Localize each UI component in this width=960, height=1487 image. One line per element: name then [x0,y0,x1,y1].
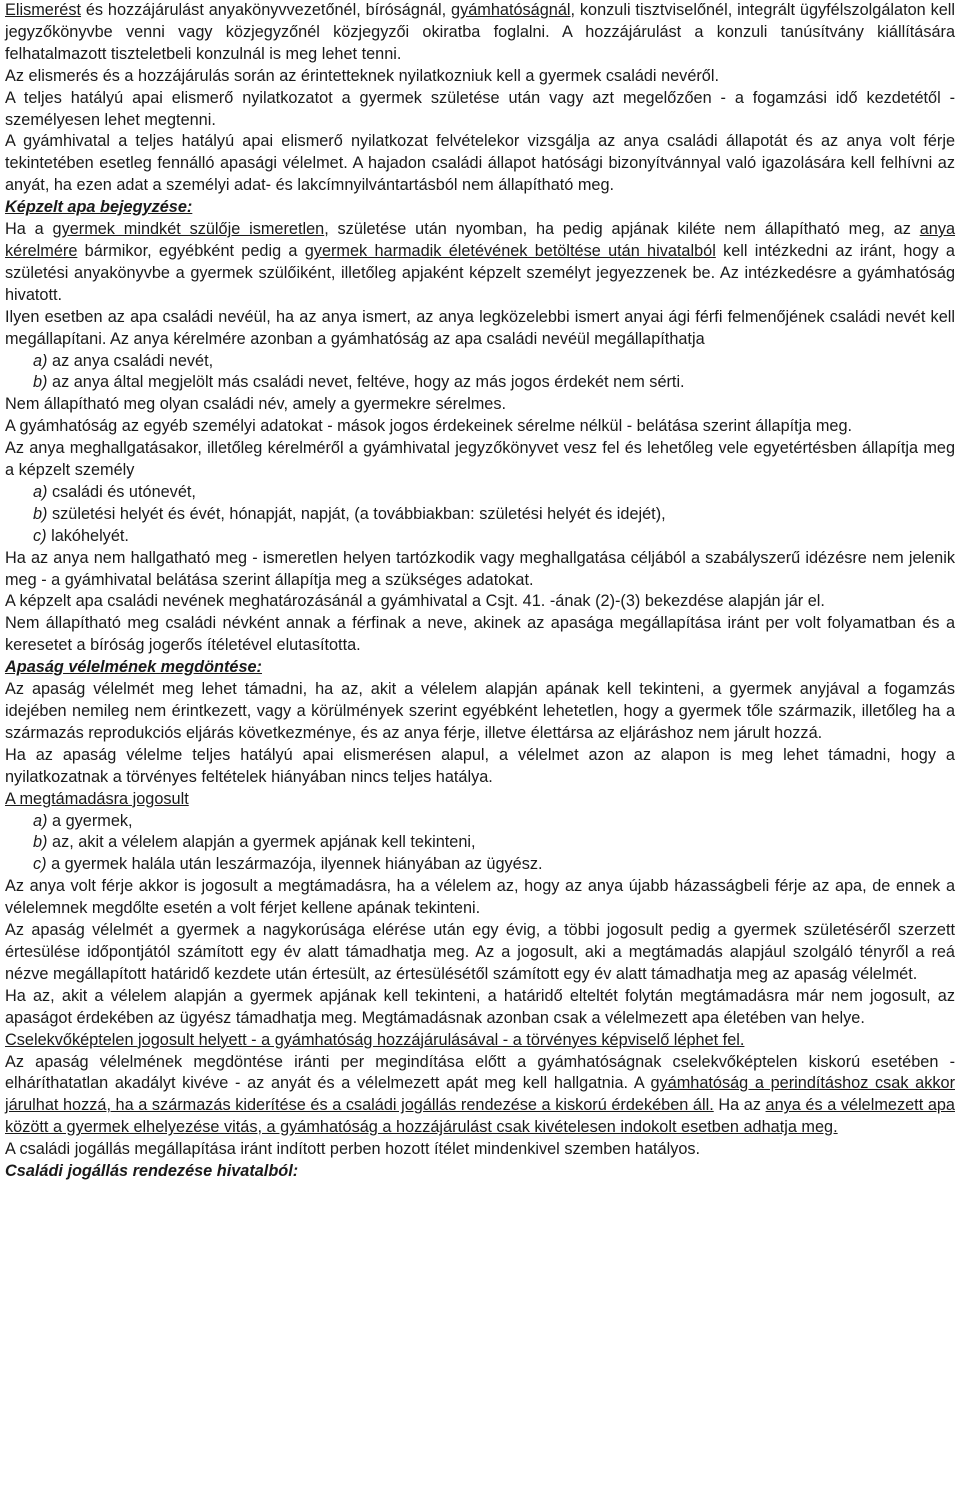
text-run: Az anya volt férje akkor is jogosult a megtámadásra, ha a vélelem az, hogy az anya újabb házasságbeli férje az apa, de ennek a vélelemnek megdőlte esetén a volt férjet kellene apának tekinteni. [5,877,955,918]
list-item-text: az, akit a vélelem alapján a gyermek apjának kell tekinteni, [47,833,476,852]
paragraph [5,394,955,416]
list-item-label: b) [33,373,48,392]
list-item-text: az anya családi nevét, [47,351,214,370]
paragraph [5,789,955,811]
paragraph [5,1030,955,1052]
paragraph [5,876,955,920]
list-item [5,854,955,876]
paragraph [5,613,955,657]
text-run: Ha az anya nem hallgatható meg - ismeretlen helyen tartózkodik vagy meghallgatása céljából a szabályszerű idézésre nem jelenik meg - a gyámhivatal belátása szerint állapítja meg a szükséges adatokat. [5,548,955,589]
text-run: gyermek mindkét szülője ismeretlen [52,220,325,239]
text-run: , születése után nyomban, ha pedig apjának kiléte nem állapítható meg, az [324,220,920,239]
text-run: Ha az, akit a vélelem alapján a gyermek apjának kell tekinteni, a határidő elteltét folytán megtámadásra már nem jogosult, az apaságot érdekében az ügyész támadhatja meg. Megtámadásnak azonban csak a vélelmezett apa életében van helye. [5,986,955,1027]
paragraph [5,438,955,482]
list-item-text: születési helyét és évét, hónapját, napját, (a továbbiakban: születési helyét és idejét), [47,504,666,523]
section-heading [5,197,955,219]
text-run: Ha az apaság vélelme teljes hatályú apai elismerésen alapul, a vélelmet azon az alapon is meg lehet támadni, hogy a nyilatkozatnak a törvényes feltételek hiányában nincs teljes hatálya. [5,745,955,786]
list-item [5,832,955,854]
list-item [5,526,955,548]
list-item [5,811,955,833]
list-item [5,351,955,373]
list-item-label: b) [33,504,48,523]
text-run: A gyámhivatal a teljes hatályú apai elismerő nyilatkozat felvételekor vizsgálja az anya családi állapotát és az anya volt férje tekintetében esetleg fennálló apasági vélelmet. A hajadon családi állapot hatósági bizonyítvánnyal való igazolására kell felhívni az anyát, ha ezen adat a személyi adat- és lakcímnyilvántartásból nem állapítható meg. [5,132,955,195]
paragraph [5,66,955,88]
text-run: A teljes hatályú apai elismerő nyilatkozatot a gyermek születése után vagy azt megelőzően - a fogamzási idő kezdetétől - személyesen lehet megtenni. [5,88,955,129]
text-run: Elismerést [5,1,81,19]
section-heading [5,657,955,679]
paragraph [5,131,955,197]
text-run: Az apaság vélelmét a gyermek a nagykorúsága elérése után egy évig, a többi jogosult pedig a gyermek születéséről szerzett értesülése időpontjától számított egy év alatt támadhatja meg. Az a jogosult, aki a megtámadás alapjául szolgáló tényről a reá nézve megállapított határidő kezdete után értesült, az értesülésétől számított egy év alatt támadhatja meg az apaság vélelmét. [5,921,955,983]
section-heading [5,1161,955,1183]
paragraph [5,1052,955,1140]
text-run: Apaság vélelmének megdöntése: [5,658,262,677]
text-run: Nem állapítható meg olyan családi név, amely a gyermekre sérelmes. [5,395,507,414]
list-item-label: c) [33,855,47,874]
text-run: gyermek harmadik életévének betöltése után hivatalból [304,241,716,260]
text-run: anya kérelmére [5,220,956,260]
text-run: A gyámhatóság az egyéb személyi adatokat - mások jogos érdekeinek sérelme nélkül - belátása szerint állapítja meg. [5,417,853,436]
list-item-label: b) [33,833,48,852]
paragraph [5,307,955,351]
paragraph [5,219,955,307]
paragraph [5,548,955,592]
text-run: gyámhatóság a perindításhoz csak akkor járulhat hozzá, ha a származás kiderítése és a családi jogállás rendezése a kiskorú érdekében áll. [5,1074,955,1115]
text-run: kell intézkedni az iránt, hogy a születési anyakönyvbe a gyermek szülőiként, illetőleg apjaként képzelt személyt jegyezzenek be. Az intézkedésre a gyámhatóság hivatott. [5,241,955,304]
text-run: Az apaság vélelmét meg lehet támadni, ha az, akit a vélelem alapján apának kell tekinteni, a gyermek anyjával a fogamzás idejében nemileg nem érintkezett, vagy a körülmények szerint egyébként lehetetlen, hogy a gyermek tőle származik, illetőleg ha a származás reprodukciós eljárás következménye, és az anya férje, illetve élettársa az eljáráshoz nem járult hozzá. [5,680,955,742]
text-run: Az anya meghallgatásakor, illetőleg kérelméről a gyámhivatal jegyzőkönyvet vesz fel és lehetőleg vele egyetértésben állapítja meg a képzelt személy [5,439,955,480]
text-run: gyámhatóságnál [451,1,571,19]
text-run: Ilyen esetben az apa családi nevéül, ha az anya ismert, az anya legközelebbi ismert anyai ági férfi felmenőjének családi nevét kell megállapítani. Az anya kérelmére azonban a gyámhatóság az apa családi nevéül megállapíthatja [5,307,955,348]
list-item [5,504,955,526]
text-run: Cselekvőképtelen jogosult helyett - a gyámhatóság hozzájárulásával - a törvényes képviselő léphet fel. [5,1030,745,1049]
paragraph [5,1139,955,1161]
text-run: anya és a vélelmezett apa között a gyermek elhelyezése vitás, a gyámhatóság a hozzájárulást csak kivételesen indokolt esetben adhatja meg. [5,1096,955,1137]
list-item [5,372,955,394]
text-run: , konzuli tisztviselőnél, integrált ügyfélszolgálaton kell jegyzőkönyvbe venni vagy közjegyzőnél közjegyzői okiratba foglalni. A hozzájárulást a konzuli tanúsítvány kiállítására felhatalmazott tiszteletbeli konzulnál is meg lehet tenni. [5,1,955,63]
paragraph [5,745,955,789]
list-item-text: lakóhelyét. [46,526,129,545]
text-run: Az apaság vélelmének megdöntése iránti per megindítása előtt a gyámhatóságnak cselekvőképtelen kiskorú esetében - elháríthatatlan akadályt kivéve - az anyát és a vélelmezett apát meg kell hallgatnia. A [5,1052,955,1093]
paragraph [5,88,955,132]
list-item-label: a) [33,351,48,370]
list-item-text: a gyermek, [47,811,133,830]
text-run: és hozzájárulást anyakönyvvezetőnél, bíróságnál, [81,1,452,19]
paragraph [5,0,955,66]
text-run: A családi jogállás megállapítása iránt indított perben hozott ítélet mindenkivel szemben hatályos. [5,1140,701,1159]
text-run: Ha a [5,220,53,239]
paragraph [5,679,955,745]
list-item-label: a) [33,482,48,501]
paragraph [5,416,955,438]
paragraph [5,920,955,986]
text-run: Nem állapítható meg családi névként annak a férfinak a neve, akinek az apasága megállapítása iránt per volt folyamatban és a keresetet a bíróság jogerős ítéletével elutasította. [5,614,955,655]
paragraph [5,986,955,1030]
text-run: A képzelt apa családi nevének meghatározásánál a gyámhivatal a Csjt. 41. -ának (2)-(3) bekezdése alapján jár el. [5,592,825,611]
text-run: Képzelt apa bejegyzése: [5,198,193,217]
text-run: Az elismerés és a hozzájárulás során az érintetteknek nyilatkozniuk kell a gyermek családi nevéről. [5,66,719,85]
list-item-text: családi és utónevét, [47,482,196,501]
list-item-label: c) [33,526,47,545]
text-run: Családi jogállás rendezése hivatalból: [5,1162,299,1181]
text-run: A megtámadásra jogosult [5,789,189,808]
list-item [5,482,955,504]
paragraph [5,591,955,613]
list-item-text: az anya által megjelölt más családi nevet, feltéve, hogy az más jogos érdekét nem sérti. [47,373,685,392]
text-run: Ha az [713,1096,766,1115]
text-run: bármikor, egyébként pedig a [77,241,305,260]
list-item-label: a) [33,811,48,830]
list-item-text: a gyermek halála után leszármazója, ilyennek hiányában az ügyész. [46,855,543,874]
